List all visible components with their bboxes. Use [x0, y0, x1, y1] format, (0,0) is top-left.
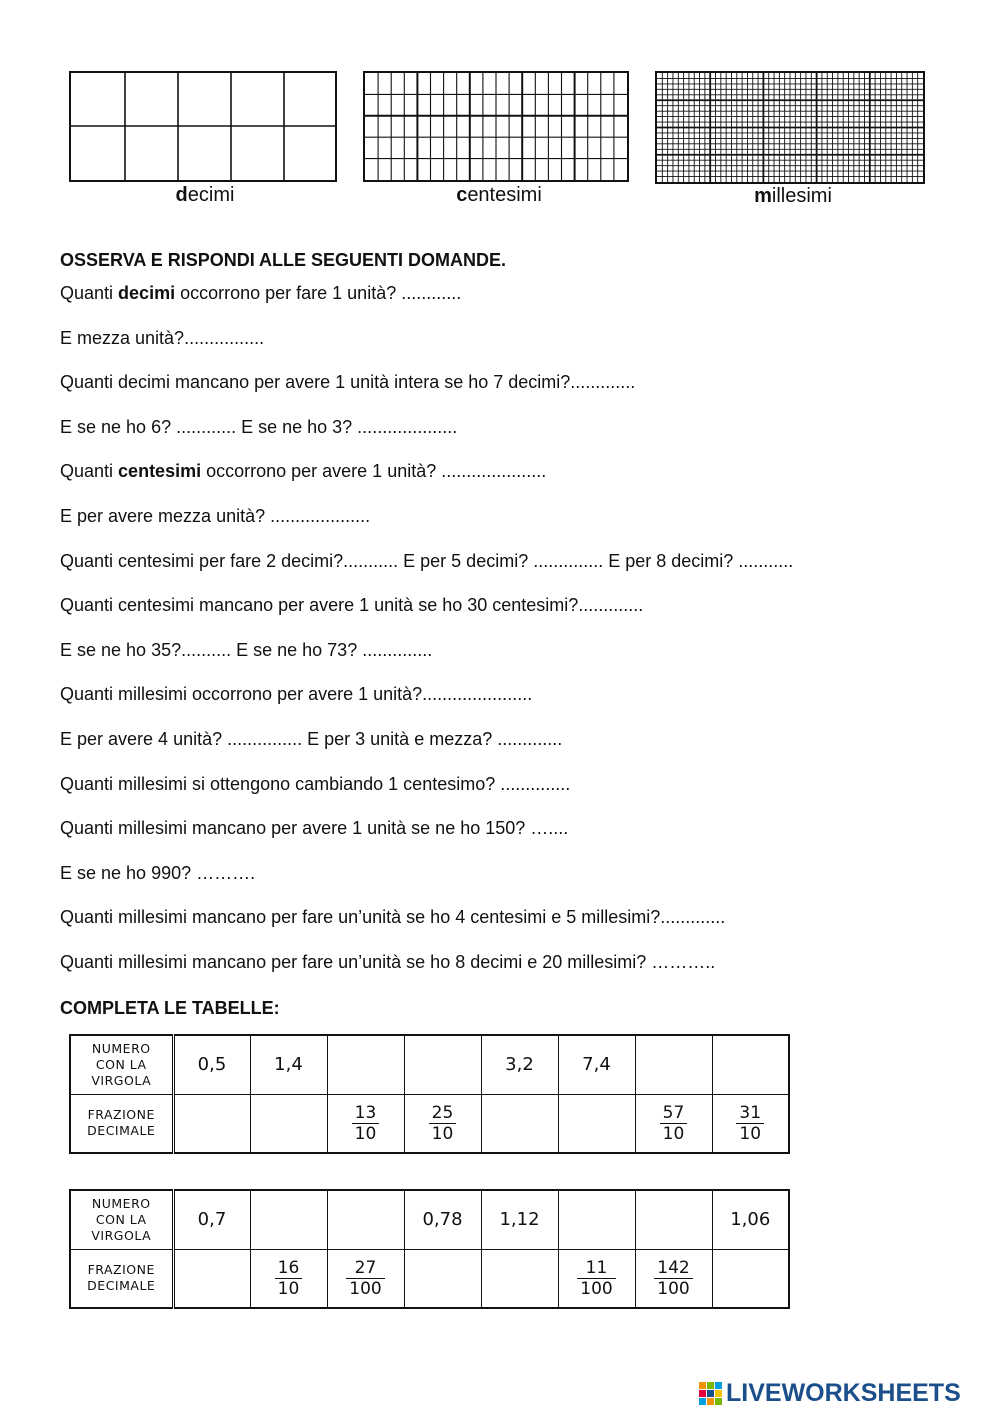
- answer-cell[interactable]: [635, 1190, 712, 1249]
- fraction: [654, 1258, 692, 1299]
- question-line: [60, 774, 570, 795]
- questions-heading: OSSERVA E RISPONDI ALLE SEGUENTI DOMANDE.: [60, 250, 507, 270]
- question-text: Quanti decimi mancano per avere 1 unità intera se ho 7 decimi?.............: [60, 372, 636, 393]
- row-header-word: DECIMALE: [87, 1123, 156, 1139]
- fraction-numerator: 11: [585, 1257, 608, 1278]
- fraction-cell: [327, 1094, 404, 1153]
- answer-cell[interactable]: [250, 1094, 327, 1153]
- value-cell: 1,06: [712, 1190, 789, 1249]
- answer-cell[interactable]: [173, 1094, 250, 1153]
- decimi-grid: [69, 71, 337, 182]
- fraction-cell: [712, 1094, 789, 1153]
- answer-cell[interactable]: [558, 1190, 635, 1249]
- answer-cell[interactable]: [635, 1035, 712, 1094]
- answer-cell[interactable]: [558, 1094, 635, 1153]
- liveworksheets-logo: [698, 1378, 961, 1408]
- fraction-denominator: 100: [577, 1278, 615, 1299]
- question-text: Quanti: [60, 461, 119, 482]
- fraction-denominator: 100: [346, 1278, 384, 1299]
- value-cell: 0,5: [173, 1035, 250, 1094]
- liveworksheets-logo-icon: [698, 1380, 724, 1406]
- question-text: Quanti: [60, 283, 119, 303]
- question-line: [60, 595, 643, 616]
- question-line: [60, 551, 793, 572]
- fraction: [346, 1258, 384, 1299]
- centesimi-label: centesimi: [456, 184, 542, 206]
- question-line: [60, 952, 715, 973]
- row-header-frazione-decimale: [70, 1094, 173, 1153]
- fraction: [429, 1103, 457, 1144]
- row-header-word: DECIMALE: [87, 1278, 156, 1294]
- tables-heading: COMPLETA LE TABELLE:: [60, 998, 280, 1018]
- value-cell: 0,78: [404, 1190, 481, 1249]
- fraction-denominator: 10: [275, 1278, 303, 1299]
- question-line: [60, 818, 568, 839]
- row-header-numero-con-la-virgola: [70, 1190, 173, 1249]
- row-header-word: FRAZIONE: [87, 1107, 155, 1123]
- question-text: Quanti centesimi per fare 2 decimi?........... E per 5 decimi? .............. E per 8 decimi? ...........: [60, 550, 794, 571]
- fraction-denominator: 10: [736, 1123, 764, 1144]
- fraction-cell: [327, 1249, 404, 1308]
- question-text: Quanti millesimi mancano per fare un’unità se ho 8 decimi e 20 millesimi? ………..: [60, 952, 716, 972]
- value-cell: 0,7: [173, 1190, 250, 1249]
- fraction-numerator: 25: [431, 1102, 454, 1123]
- question-text: E se ne ho 6? ............ E se ne ho 3? ....................: [60, 416, 458, 437]
- question-line: [60, 283, 461, 304]
- fraction-numerator: 16: [277, 1257, 300, 1278]
- question-line: [60, 729, 562, 750]
- question-keyword: centesimi: [118, 461, 202, 482]
- millesimi-grid-lines: [657, 73, 923, 182]
- answer-cell[interactable]: [712, 1249, 789, 1308]
- question-line: [60, 506, 370, 527]
- fraction-numerator: 142: [657, 1257, 690, 1278]
- question-line: [60, 907, 725, 928]
- row-header-word: FRAZIONE: [87, 1262, 155, 1278]
- fraction-denominator: 10: [429, 1123, 457, 1144]
- fraction-cell: [635, 1094, 712, 1153]
- question-text: E mezza unità?................: [60, 327, 265, 348]
- fraction-numerator: 31: [739, 1102, 762, 1123]
- question-text: Quanti centesimi mancano per avere 1 unità se ho 30 centesimi?.............: [60, 595, 644, 616]
- answer-cell[interactable]: [404, 1035, 481, 1094]
- question-line: [60, 328, 264, 349]
- table-row-decimal-fraction: [70, 1249, 789, 1308]
- millesimi-label: millesimi: [754, 185, 832, 207]
- answer-cell[interactable]: [327, 1190, 404, 1249]
- liveworksheets-logo-text: LIVEWORKSHEETS: [726, 1378, 961, 1407]
- decimal-table: [69, 1189, 790, 1309]
- question-line: [60, 863, 255, 884]
- fraction-numerator: 57: [662, 1102, 685, 1123]
- fraction-cell: [558, 1249, 635, 1308]
- question-line: [60, 372, 635, 393]
- answer-cell[interactable]: [250, 1190, 327, 1249]
- decimi-label: decimi: [175, 184, 235, 206]
- question-line: [60, 640, 432, 661]
- question-text: occorrono per fare 1 unità? ............: [175, 283, 462, 303]
- question-text: E se ne ho 35?.......... E se ne ho 73? ..............: [60, 639, 433, 660]
- decimal-table: [69, 1034, 790, 1154]
- answer-cell[interactable]: [327, 1035, 404, 1094]
- question-text: E se ne ho 990? ……….: [60, 862, 256, 883]
- centesimi-grid: [363, 71, 629, 182]
- fraction: [736, 1103, 764, 1144]
- fraction: [275, 1258, 303, 1299]
- fraction-cell: [250, 1249, 327, 1308]
- question-text: E per avere 4 unità? ............... E per 3 unità e mezza? .............: [60, 729, 563, 749]
- fraction-cell: [404, 1094, 481, 1153]
- row-header-word: NUMERO: [91, 1195, 151, 1211]
- question-text: Quanti millesimi occorrono per avere 1 unità?......................: [60, 684, 533, 705]
- row-header-word: VIRGOLA: [91, 1072, 152, 1088]
- row-header-numero-con-la-virgola: [70, 1035, 173, 1094]
- question-line: [60, 684, 532, 705]
- fraction-denominator: 100: [654, 1278, 692, 1299]
- value-cell: 1,4: [250, 1035, 327, 1094]
- answer-cell[interactable]: [712, 1035, 789, 1094]
- table-row-decimal-number: [70, 1190, 789, 1249]
- fraction: [577, 1258, 615, 1299]
- question-text: Quanti millesimi mancano per avere 1 unità se ne ho 150? …....: [60, 818, 569, 839]
- millesimi-grid: [655, 71, 925, 184]
- row-header-word: NUMERO: [91, 1040, 151, 1056]
- fraction-cell: [635, 1249, 712, 1308]
- row-header-frazione-decimale: [70, 1249, 173, 1308]
- fraction: [352, 1103, 380, 1144]
- value-cell: 1,12: [481, 1190, 558, 1249]
- row-header-word: VIRGOLA: [91, 1227, 152, 1243]
- question-line: [60, 461, 546, 482]
- decimi-grid-lines: [71, 73, 335, 180]
- question-text: occorrono per avere 1 unità? .....................: [201, 461, 547, 482]
- question-keyword: decimi: [118, 283, 176, 303]
- fraction-denominator: 10: [660, 1123, 688, 1144]
- question-text: Quanti millesimi mancano per fare un’unità se ho 4 centesimi e 5 millesimi?.............: [60, 907, 726, 928]
- value-cell: 3,2: [481, 1035, 558, 1094]
- question-text: Quanti millesimi si ottengono cambiando 1 centesimo? ..............: [60, 773, 571, 794]
- table-row-decimal-fraction: [70, 1094, 789, 1153]
- answer-cell[interactable]: [173, 1249, 250, 1308]
- fraction-denominator: 10: [352, 1123, 380, 1144]
- fraction: [660, 1103, 688, 1144]
- centesimi-grid-lines: [365, 73, 627, 180]
- answer-cell[interactable]: [404, 1249, 481, 1308]
- answer-cell[interactable]: [481, 1249, 558, 1308]
- table-row-decimal-number: [70, 1035, 789, 1094]
- fraction-numerator: 27: [354, 1257, 377, 1278]
- question-text: E per avere mezza unità? ....................: [60, 506, 371, 526]
- row-header-word: CON LA: [95, 1056, 147, 1072]
- answer-cell[interactable]: [481, 1094, 558, 1153]
- value-cell: 7,4: [558, 1035, 635, 1094]
- fraction-numerator: 13: [354, 1102, 377, 1123]
- row-header-word: CON LA: [95, 1211, 147, 1227]
- question-line: [60, 417, 457, 438]
